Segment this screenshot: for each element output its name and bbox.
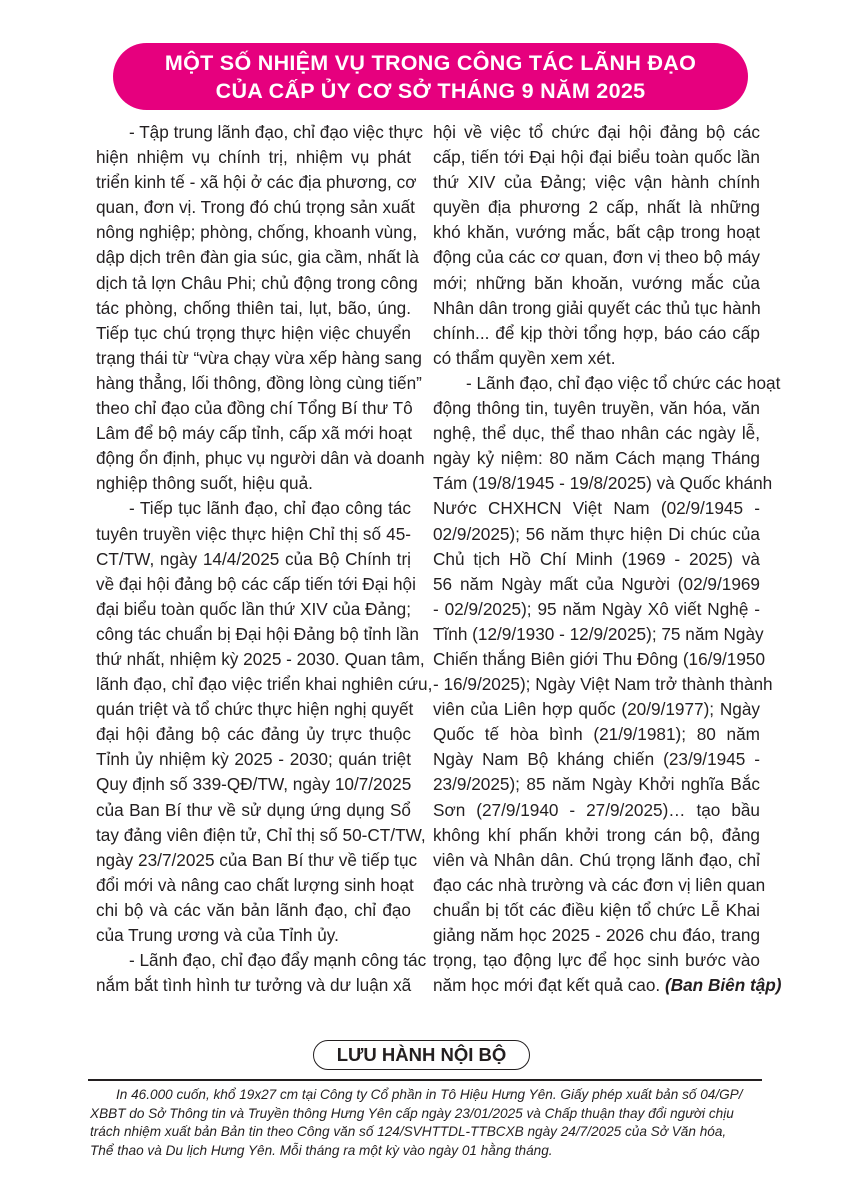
- text-line-content: trọng, tạo động lực để học sinh bước vào: [433, 950, 760, 971]
- text-line: [433, 496, 760, 521]
- text-line: [96, 496, 411, 521]
- text-line: [96, 973, 411, 998]
- text-line: [433, 371, 781, 396]
- text-line: [433, 522, 760, 547]
- text-line-content: tác phòng, chống thiên tai, lụt, bão, úng.: [96, 297, 411, 318]
- text-line-content: chi bộ và các văn bản lãnh đạo, chỉ đạo: [96, 899, 411, 920]
- text-line-content: hàng thẳng, lối thông, đồng lòng cùng tiến”: [96, 372, 422, 393]
- text-line-content: - Lãnh đạo, chỉ đạo đẩy mạnh công tác: [129, 950, 427, 971]
- text-line-content: dịch tả lợn Châu Phi; chủ động trong công: [96, 272, 418, 293]
- text-line: [96, 471, 411, 496]
- text-line: [433, 647, 766, 672]
- text-line-content: viên của Liên hợp quốc (20/9/1977); Ngày: [433, 699, 760, 720]
- text-line: [433, 446, 760, 471]
- text-line-content: động ổn định, phục vụ người dân và doanh: [96, 448, 425, 469]
- text-line-content: - Tiếp tục lãnh đạo, chỉ đạo công tác: [129, 498, 411, 519]
- text-line: [433, 120, 760, 145]
- text-line-content: Quy định số 339-QĐ/TW, ngày 10/7/2025: [96, 774, 412, 795]
- text-line-content: - 02/9/2025); 95 năm Ngày Xô viết Nghệ -: [433, 598, 760, 619]
- text-line: [96, 848, 418, 873]
- text-line: [96, 798, 411, 823]
- text-line: [433, 145, 760, 170]
- text-line: [433, 798, 760, 823]
- text-line: [433, 597, 760, 622]
- text-line-content: đại hội đảng bộ các đảng ủy trực thuộc: [96, 724, 411, 745]
- text-line-content: Quốc tế hòa bình (21/9/1981); 80 năm: [433, 724, 760, 745]
- text-line-content: đổi mới và nâng cao chất lượng sinh hoạt: [96, 874, 414, 895]
- text-line: [96, 220, 418, 245]
- text-line-content: không khí phấn khởi trong cán bộ, đảng: [433, 824, 760, 845]
- text-line-content: đạo các nhà trường và các đơn vị liên quan: [433, 874, 766, 895]
- text-line: [433, 271, 760, 296]
- text-line: [433, 823, 760, 848]
- text-line: [96, 622, 419, 647]
- imprint-line: XBBT do Sở Thông tin và Truyền thông Hưng Yên cấp ngày 23/01/2025 và Chấp thuận thay đổi người chịu: [90, 1105, 734, 1121]
- text-line: [96, 346, 422, 371]
- text-line-content: Nước CHXHCN Việt Nam (02/9/1945 -: [433, 498, 760, 519]
- text-line: [433, 622, 764, 647]
- text-line-content: chính... để kịp thời tổng hợp, báo cáo cấp: [433, 322, 760, 343]
- internal-circulation-badge: LƯU HÀNH NỘI BỘ: [313, 1040, 530, 1070]
- text-line-content: theo chỉ đạo của đồng chí Tổng Bí thư Tô: [96, 398, 413, 419]
- text-line: [96, 145, 411, 170]
- text-line: [433, 321, 760, 346]
- text-line: [433, 898, 760, 923]
- imprint-text: [90, 1086, 762, 1160]
- text-line: [96, 195, 415, 220]
- text-line-content: mới; những băn khoăn, vướng mắc của: [433, 272, 760, 293]
- text-line: [96, 772, 411, 797]
- text-line-content: có thẩm quyền xem xét.: [433, 347, 616, 368]
- text-line-content: Ngày Nam Bộ kháng chiến (23/9/1945 -: [433, 749, 760, 770]
- text-line-content: đại biểu toàn quốc lần thứ XIV của Đảng;: [96, 598, 411, 619]
- text-line-content: nghiệp thông suốt, hiệu quả.: [96, 473, 313, 494]
- text-line: [96, 647, 425, 672]
- article-column-left: [96, 120, 433, 998]
- imprint-line: In 46.000 cuốn, khổ 19x27 cm tại Công ty Cổ phần in Tô Hiệu Hưng Yên. Giấy phép xuất bản số 04/GP/: [116, 1087, 743, 1102]
- text-line: [433, 572, 760, 597]
- text-line-content: Sơn (27/9/1940 - 27/9/2025)… tạo bầu: [433, 799, 760, 820]
- text-line: [433, 772, 760, 797]
- text-line-content: thứ XIV của Đảng; việc vận hành chính: [433, 172, 760, 193]
- text-line-content: công tác chuẩn bị Đại hội Đảng bộ tỉnh lần: [96, 623, 419, 644]
- text-line: [433, 170, 760, 195]
- text-line: [433, 722, 760, 747]
- text-line: [433, 296, 760, 321]
- text-line: [96, 170, 417, 195]
- imprint-line: trách nhiệm xuất bản Bản tin theo Công văn số 124/SVHTTDL-TTBCXB ngày 24/7/2025 của Sở Văn hóa,: [90, 1124, 727, 1140]
- text-line-content: Chiến thắng Biên giới Thu Đông (16/9/1950: [433, 648, 766, 669]
- text-line: [96, 446, 425, 471]
- article-column-right: [433, 120, 782, 998]
- text-line-content: tuyên truyền việc thực hiện Chỉ thị số 45-: [96, 523, 411, 544]
- text-line-content: Tĩnh (12/9/1930 - 12/9/2025); 75 năm Ngày: [433, 623, 764, 644]
- text-line: [433, 220, 760, 245]
- text-line: [433, 848, 760, 873]
- text-line-content: - Tập trung lãnh đạo, chỉ đạo việc thực: [129, 122, 423, 142]
- text-line-content: Tiếp tục chú trọng thực hiện việc chuyển: [96, 322, 411, 343]
- text-line-content: Chủ tịch Hồ Chí Minh (1969 - 2025) và: [433, 548, 760, 569]
- text-line-content: khó khăn, vướng mắc, bất cập trong hoạt: [433, 222, 760, 243]
- text-line-content: hội về việc tổ chức đại hội đảng bộ các: [433, 122, 760, 142]
- text-line: [96, 697, 414, 722]
- text-line-content: giảng năm học 2025 - 2026 chu đáo, trang: [433, 925, 760, 945]
- text-line: [433, 747, 760, 772]
- text-line: [433, 547, 760, 572]
- text-line: [96, 245, 419, 270]
- text-line: [433, 421, 760, 446]
- text-line-content: triển kinh tế - xã hội ở các địa phương, cơ: [96, 172, 417, 193]
- text-line-content: viên và Nhân dân. Chú trọng lãnh đạo, chỉ: [433, 849, 760, 870]
- text-line: [96, 823, 426, 848]
- text-line: [96, 371, 422, 396]
- text-line: [433, 346, 760, 371]
- text-line: [433, 873, 766, 898]
- page-title-line-2: CỦA CẤP ỦY CƠ SỞ THÁNG 9 NĂM 2025: [215, 78, 646, 103]
- text-line: [433, 672, 773, 697]
- text-line: [433, 245, 760, 270]
- text-line: [96, 421, 411, 446]
- text-line: [96, 120, 423, 145]
- text-line: [96, 873, 414, 898]
- text-line-content: trạng thái từ “vừa chạy vừa xếp hàng sang: [96, 347, 422, 368]
- text-line-content: lãnh đạo, chỉ đạo việc triển khai nghiên cứu,: [96, 674, 433, 695]
- text-line: [96, 597, 411, 622]
- text-line: [96, 722, 411, 747]
- text-line-content: Nhân dân trong giải quyết các thủ tục hành: [433, 297, 761, 318]
- text-line: [433, 697, 760, 722]
- text-line-content: hiện nhiệm vụ chính trị, nhiệm vụ phát: [96, 147, 411, 168]
- text-line-content: động của các cơ quan, đơn vị theo bộ máy: [433, 247, 760, 268]
- text-line: [96, 522, 411, 547]
- text-line-content: - 16/9/2025); Ngày Việt Nam trở thành thành: [433, 674, 773, 695]
- text-line-content: quan, đơn vị. Trong đó chú trọng sản xuất: [96, 197, 415, 218]
- text-line-content: chuẩn bị tốt các điều kiện tổ chức Lễ Khai: [433, 899, 760, 920]
- text-line-content: dập dịch trên đàn gia súc, gia cầm, nhất là: [96, 247, 419, 268]
- footer-divider: [88, 1079, 762, 1081]
- text-line-content: ngày kỷ niệm: 80 năm Cách mạng Tháng: [433, 448, 760, 469]
- imprint-line: Thể thao và Du lịch Hưng Yên. Mỗi tháng ra một kỳ vào ngày 01 hằng tháng.: [90, 1142, 553, 1158]
- text-line-content: thứ nhất, nhiệm kỳ 2025 - 2030. Quan tâm,: [96, 648, 425, 669]
- text-line: [96, 321, 411, 346]
- text-line: [96, 572, 416, 597]
- text-line: [96, 547, 411, 572]
- text-line-content: 56 năm Ngày mất của Người (02/9/1969: [433, 573, 760, 594]
- text-line-content: Tám (19/8/1945 - 19/8/2025) và Quốc khánh: [433, 473, 773, 494]
- text-line-content: nắm bắt tình hình tư tưởng và dư luận xã: [96, 975, 412, 996]
- text-line: [96, 296, 411, 321]
- text-line-content: tay đảng viên điện tử, Chỉ thị số 50-CT/TW,: [96, 824, 426, 845]
- text-line: [96, 672, 433, 697]
- text-line-content: nghệ, thể dục, thể thao nhân các ngày lễ,: [433, 423, 760, 444]
- text-line: [96, 396, 411, 421]
- text-line-content: 02/9/2025); 56 năm thực hiện Di chúc của: [433, 523, 760, 544]
- text-line-content: về đại hội đảng bộ các cấp tiến tới Đại hội: [96, 573, 416, 594]
- text-line-content: của Trung ương và của Tỉnh ủy.: [96, 925, 339, 945]
- text-line-content: năm học mới đạt kết quả cao.: [433, 975, 661, 996]
- text-line: [433, 396, 760, 421]
- text-line: [96, 948, 427, 973]
- text-line-content: nông nghiệp; phòng, chống, khoanh vùng,: [96, 222, 418, 243]
- text-line-content: của Ban Bí thư về sử dụng ứng dụng Sổ: [96, 799, 411, 820]
- text-line: [96, 923, 411, 948]
- text-line: [433, 973, 782, 998]
- text-line-content: cấp, tiến tới Đại hội đại biểu toàn quốc lần: [433, 147, 760, 168]
- page-title-line-1: MỘT SỐ NHIỆM VỤ TRONG CÔNG TÁC LÃNH ĐẠO: [164, 50, 697, 75]
- text-line: [96, 747, 411, 772]
- text-line-content: CT/TW, ngày 14/4/2025 của Bộ Chính trị: [96, 548, 411, 569]
- text-line-content: quyền địa phương 2 cấp, nhất là những: [433, 197, 760, 218]
- text-line: [96, 271, 418, 296]
- text-line-content: 23/9/2025); 85 năm Ngày Khởi nghĩa Bắc: [433, 774, 760, 795]
- text-line-content: - Lãnh đạo, chỉ đạo việc tổ chức các hoạt: [466, 372, 781, 393]
- author-signature: (Ban Biên tập): [664, 975, 782, 996]
- text-line-content: động thông tin, tuyên truyền, văn hóa, văn: [433, 398, 760, 419]
- text-line-content: Lâm để bộ máy cấp tỉnh, cấp xã mới hoạt: [96, 423, 413, 444]
- title-banner: [113, 43, 748, 110]
- text-line: [433, 948, 760, 973]
- text-line: [96, 898, 411, 923]
- text-line: [433, 195, 760, 220]
- text-line: [433, 923, 760, 948]
- text-line-content: Tỉnh ủy nhiệm kỳ 2025 - 2030; quán triệt: [96, 749, 411, 770]
- text-line-content: ngày 23/7/2025 của Ban Bí thư về tiếp tục: [96, 849, 418, 870]
- text-line: [433, 471, 773, 496]
- text-line-content: quán triệt và tổ chức thực hiện nghị quyết: [96, 699, 414, 720]
